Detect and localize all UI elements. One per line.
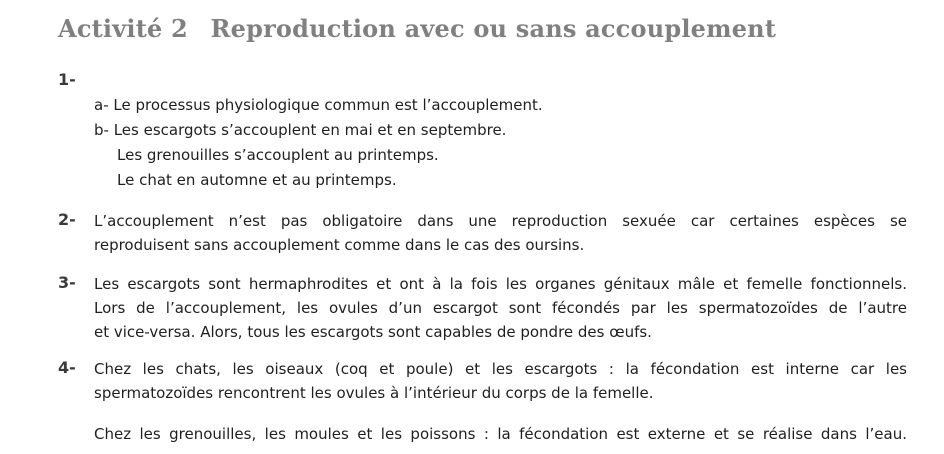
answer-1b-cat: Le chat en automne et au printemps.: [117, 171, 397, 189]
activity-subject: Reproduction avec ou sans accouplement: [210, 14, 777, 43]
answer-2-line-2: reproduisent sans accouplement comme dans le cas des oursins.: [94, 236, 585, 254]
answer-3-line-2: Lors de l’accouplement, les ovules d’un escargot sont fécondés par les spermatozoïdes de l’autre: [94, 299, 907, 317]
answer-1a: a- Le processus physiologique commun est l’accouplement.: [94, 96, 543, 114]
answer-4-line-2: spermatozoïdes rencontrent les ovules à l’intérieur du corps de la femelle.: [94, 384, 654, 402]
item-number-2: 2-: [58, 210, 76, 229]
page-title: [58, 14, 776, 43]
item-number-4: 4-: [58, 358, 76, 377]
item-number-3: 3-: [58, 273, 76, 292]
answer-1b: b- Les escargots s’accouplent en mai et en septembre.: [94, 121, 507, 139]
answer-3-line-3: et vice-versa. Alors, tous les escargots sont capables de pondre des œufs.: [94, 323, 652, 341]
answer-2-line-1: L’accouplement n’est pas obligatoire dans une reproduction sexuée car certaines espèces se: [94, 212, 907, 230]
answer-4-line-1: Chez les chats, les oiseaux (coq et poule) et les escargots : la fécondation est interne car les: [94, 360, 907, 378]
answer-1b-frogs: Les grenouilles s’accouplent au printemps.: [117, 146, 439, 164]
item-number-1: 1-: [58, 70, 76, 89]
answer-4-line-3: Chez les grenouilles, les moules et les poissons : la fécondation est externe et se réalise dans l’eau.: [94, 425, 907, 443]
activity-label: Activité 2: [58, 14, 188, 43]
answer-3-line-1: Les escargots sont hermaphrodites et ont à la fois les organes génitaux mâle et femelle fonctionnels.: [94, 275, 907, 293]
